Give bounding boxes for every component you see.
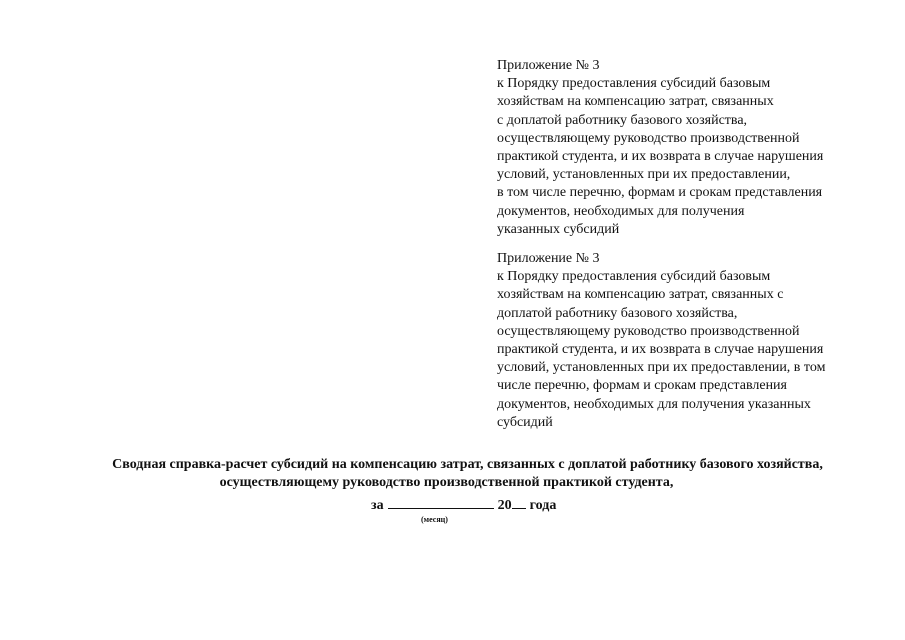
appendix-line: хозяйствам на компенсацию затрат, связанных <box>497 94 774 110</box>
appendix-line: практикой студента, и их возврата в случае нарушения <box>497 149 824 165</box>
summary-title <box>0 456 905 492</box>
year-prefix: 20 <box>497 498 512 513</box>
appendix-line: с доплатой работнику базового хозяйства, <box>497 112 748 128</box>
appendix-header-first <box>497 57 823 239</box>
appendix-line: условий, установленных при их предоставлении, в том <box>497 360 826 376</box>
appendix-line: Приложение № 3 <box>497 251 600 266</box>
year-blank-field[interactable] <box>512 495 526 509</box>
appendix-line: числе перечню, формам и срокам представления <box>497 378 787 394</box>
appendix-line: к Порядку предоставления субсидий базовым <box>497 76 771 92</box>
appendix-line: доплатой работнику базового хозяйства, <box>497 305 738 321</box>
appendix-line: документов, необходимых для получения <box>497 203 745 219</box>
appendix-line: Приложение № 3 <box>497 58 600 73</box>
appendix-line: условий, установленных при их предоставлении, <box>497 167 791 183</box>
year-suffix: года <box>529 498 557 513</box>
period-line <box>371 495 556 515</box>
appendix-header-second <box>497 250 825 432</box>
appendix-line: к Порядку предоставления субсидий базовым <box>497 269 771 285</box>
appendix-line: указанных субсидий <box>497 221 620 237</box>
appendix-line: хозяйствам на компенсацию затрат, связанных с <box>497 287 784 303</box>
summary-title-line: осуществляющему руководство производственной практикой студента, <box>219 475 674 490</box>
appendix-line: практикой студента, и их возврата в случае нарушения <box>497 342 824 358</box>
appendix-line: осуществляющему руководство производственной <box>497 323 800 339</box>
month-blank-field[interactable] <box>388 495 494 509</box>
appendix-line: субсидий <box>497 414 553 430</box>
appendix-line: осуществляющему руководство производственной <box>497 130 800 146</box>
appendix-line: документов, необходимых для получения указанных <box>497 396 811 412</box>
summary-title-line: Сводная справка-расчет субсидий на компенсацию затрат, связанных с доплатой работнику базового хозяйства, <box>112 457 823 472</box>
appendix-line: в том числе перечню, формам и срокам представления <box>497 185 823 201</box>
month-caption: (месяц) <box>421 515 448 524</box>
period-prefix: за <box>371 498 384 513</box>
